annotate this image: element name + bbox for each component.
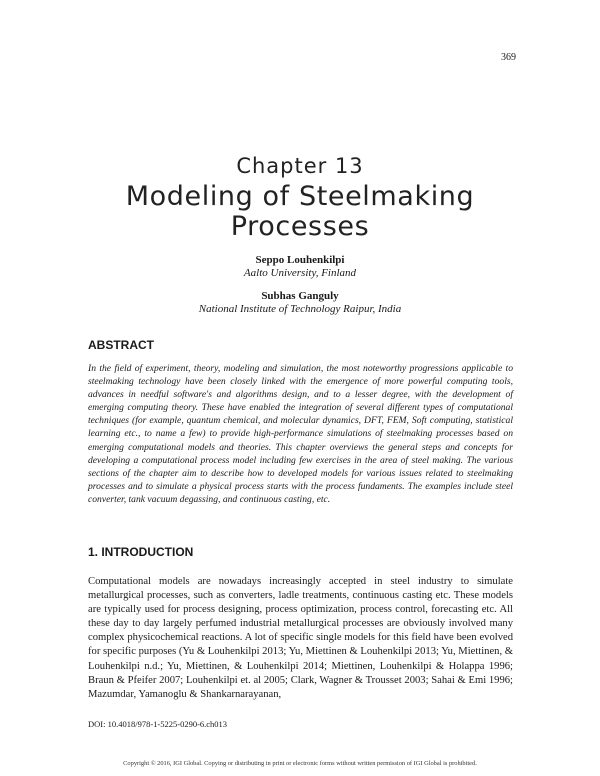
- doi-line: DOI: 10.4018/978-1-5225-0290-6.ch013: [88, 719, 228, 729]
- chapter-label: Chapter 13: [236, 154, 364, 178]
- abstract-heading: ABSTRACT: [88, 338, 154, 352]
- introduction-text: Computational models are nowadays increasingly accepted in steel industry to simulate metallurgical processes, such as converters, ladle treatments, continuous casting etc. These models are typically used for process designing, process optimization, process control, forecasting etc. All these day to day largely perfumed industrial metallurgical processes are obviously involved many complex physicochemical reactions. A lot of specific single models for this field have been evolved for specific purposes (Yu & Louhenkilpi 2013; Yu, Miettinen & Louhenkilpi 2013; Yu, Miettinen, & Louhenkilpi n.d.; Yu, Miettinen, & Louhenkilpi 2014; Miettinen, Louhenkilpi & Holappa 1996; Braun & Pfeifer 2007; Louhenkilpi et. al 2005; Clark, Wagner & Trousset 2003; Sahai & Emi 1996; Mazumdar, Yamanoglu & Shankarnarayanan,: [88, 576, 513, 700]
- author-block: [0, 254, 600, 280]
- abstract-text: In the field of experiment, theory, modeling and simulation, the most noteworthy progressions applicable to steelmaking technology have been closely linked with the emergence of more powerful computing tools, advances in needful software's and algorithms design, and to a lesser degree, with the development of emerging computing theory. These have enabled the integration of several different types of computational techniques (for example, quantum chemical, and molecular dynamics, DFT, FEM, Soft computing, statistical learning etc., to name a few) to provide high-performance simulations of steelmaking processes based on emerging computational models and theories. This chapter overviews the general steps and concepts for developing a computational process model including few exercises in the area of steel making. The various sections of the chapter aim to describe how to developed models for various issues related to steelmaking processes and to simulate a physical process starts with the process fundaments. The examples include steel converter, tank vacuum degassing, and continuous casting, etc.: [88, 363, 513, 505]
- chapter-title: Modeling of Steelmaking Processes: [125, 181, 475, 242]
- author-affiliation: Aalto University, Finland: [243, 267, 357, 279]
- copyright-notice: Copyright © 2016, IGI Global. Copying or distributing in print or electronic forms without written permission of IGI Global is prohibited.: [123, 760, 477, 767]
- author-name: Seppo Louhenkilpi: [255, 254, 345, 266]
- author-affiliation: National Institute of Technology Raipur, India: [198, 303, 402, 315]
- author-block: [0, 290, 600, 316]
- author-name: Subhas Ganguly: [261, 290, 339, 302]
- page-number: 369: [501, 52, 516, 63]
- introduction-heading: 1. INTRODUCTION: [88, 545, 194, 559]
